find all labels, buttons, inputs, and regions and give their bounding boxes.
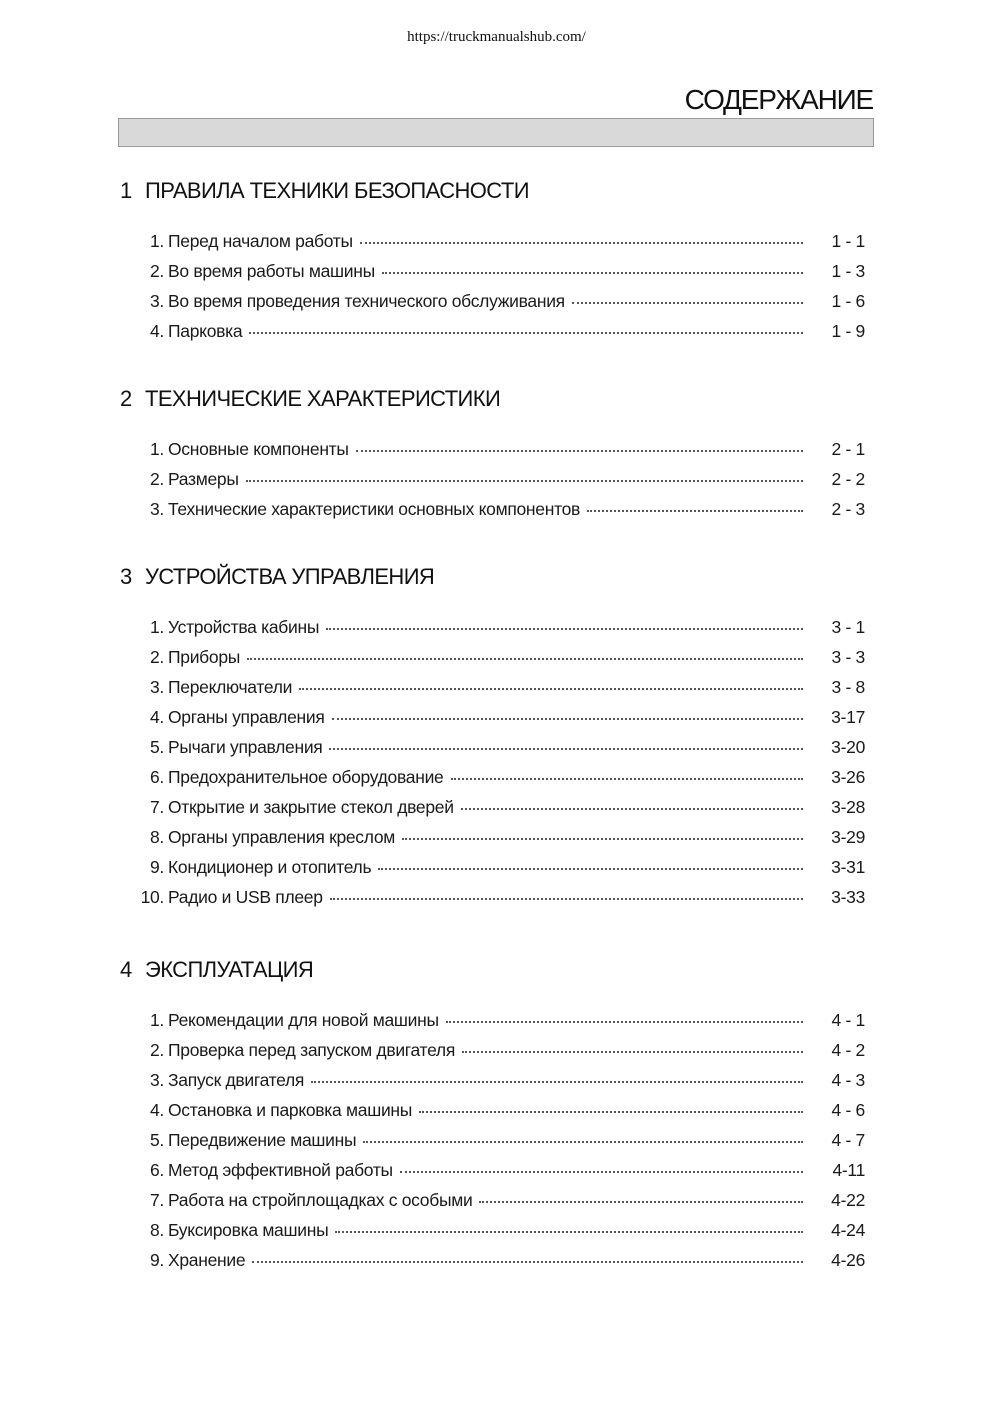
entry-number: 2. (150, 1039, 164, 1060)
toc-entry[interactable] (0, 464, 993, 494)
section-heading[interactable] (120, 178, 993, 210)
title-underline-bar (118, 118, 874, 147)
entry-page: 3 - 1 (831, 616, 865, 637)
entry-title: Рекомендации для новой машины (168, 1009, 439, 1030)
entry-number: 5. (150, 736, 164, 757)
toc-section (0, 386, 993, 524)
entry-title: Предохранительное оборудование (168, 766, 444, 787)
dot-leader (329, 748, 803, 750)
toc-entry[interactable] (0, 226, 993, 256)
section-heading[interactable] (120, 386, 993, 418)
entry-number: 6. (150, 766, 164, 787)
toc-entry[interactable] (0, 286, 993, 316)
dot-leader (332, 718, 803, 720)
dot-leader (402, 838, 803, 840)
dot-leader (451, 778, 804, 780)
dot-leader (461, 808, 803, 810)
section-title: УСТРОЙСТВА УПРАВЛЕНИЯ (145, 564, 435, 589)
entry-number: 8. (150, 826, 164, 847)
entry-title: Буксировка машины (168, 1219, 329, 1240)
entry-title: Рычаги управления (168, 736, 323, 757)
dot-leader (382, 272, 803, 274)
entry-page: 3-17 (831, 706, 865, 727)
entry-title: Парковка (168, 320, 243, 341)
toc-entry[interactable] (0, 1095, 993, 1125)
section-entries (0, 226, 993, 346)
entry-number: 8. (150, 1219, 164, 1240)
entry-page: 3 - 3 (831, 646, 865, 667)
entry-number: 4. (150, 320, 164, 341)
entry-title: Во время работы машины (168, 260, 375, 281)
toc-entry[interactable] (0, 1245, 993, 1275)
toc-entry[interactable] (0, 852, 993, 882)
toc-entry[interactable] (0, 434, 993, 464)
dot-leader (249, 332, 803, 334)
source-url[interactable]: https://truckmanualshub.com/ (407, 29, 586, 45)
entry-title: Работа на стройплощадках с особыми (168, 1189, 473, 1210)
toc-entry[interactable] (0, 316, 993, 346)
dot-leader (587, 510, 803, 512)
dot-leader (363, 1141, 803, 1143)
entry-page: 3 - 8 (831, 676, 865, 697)
entry-number: 3. (150, 676, 164, 697)
entry-number: 7. (150, 1189, 164, 1210)
dot-leader (356, 450, 803, 452)
toc-entry[interactable] (0, 1215, 993, 1245)
page-title: СОДЕРЖАНИЕ (684, 84, 873, 115)
toc-entry[interactable] (0, 1185, 993, 1215)
section-title: ЭКСПЛУАТАЦИЯ (145, 957, 314, 982)
dot-leader (330, 898, 803, 900)
entry-title: Основные компоненты (168, 438, 349, 459)
toc-entry[interactable] (0, 1005, 993, 1035)
entry-number: 3. (150, 1069, 164, 1090)
entry-page: 1 - 3 (831, 260, 865, 281)
entry-title: Хранение (168, 1249, 246, 1270)
entry-title: Кондиционер и отопитель (168, 856, 372, 877)
entry-page: 3-33 (831, 886, 865, 907)
entry-title: Устройства кабины (168, 616, 320, 637)
dot-leader (462, 1051, 803, 1053)
toc-section (0, 178, 993, 346)
toc-entry[interactable] (0, 792, 993, 822)
entry-number: 1. (150, 230, 164, 251)
dot-leader (360, 242, 803, 244)
entry-number: 2. (150, 260, 164, 281)
section-title: ПРАВИЛА ТЕХНИКИ БЕЗОПАСНОСТИ (145, 178, 529, 203)
dot-leader (400, 1171, 803, 1173)
entry-page: 2 - 3 (831, 498, 865, 519)
entry-title: Органы управления креслом (168, 826, 396, 847)
section-entries (0, 612, 993, 912)
toc-entry[interactable] (0, 822, 993, 852)
entry-number: 9. (150, 856, 164, 877)
section-entries (0, 434, 993, 524)
entry-page: 4-24 (831, 1219, 865, 1240)
dot-leader (311, 1081, 803, 1083)
toc-section (0, 957, 993, 1275)
entry-page: 4 - 3 (831, 1069, 865, 1090)
entry-page: 4-22 (831, 1189, 865, 1210)
entry-number: 3. (150, 290, 164, 311)
table-of-contents (0, 178, 993, 1275)
dot-leader (252, 1261, 803, 1263)
toc-entry[interactable] (0, 494, 993, 524)
toc-entry[interactable] (0, 732, 993, 762)
section-heading[interactable] (120, 957, 993, 989)
toc-section (0, 564, 993, 912)
toc-entry[interactable] (0, 642, 993, 672)
toc-entry[interactable] (0, 1155, 993, 1185)
toc-entry[interactable] (0, 702, 993, 732)
entry-number: 4. (150, 1099, 164, 1120)
entry-page: 2 - 1 (831, 438, 865, 459)
section-number: 1 (120, 178, 132, 203)
dot-leader (326, 628, 803, 630)
entry-number: 3. (150, 498, 164, 519)
entry-page: 2 - 2 (831, 468, 865, 489)
section-number: 4 (120, 957, 132, 982)
entry-page: 1 - 9 (831, 320, 865, 341)
toc-entry[interactable] (0, 1125, 993, 1155)
dot-leader (246, 480, 803, 482)
toc-entry[interactable] (0, 672, 993, 702)
entry-page: 3-31 (831, 856, 865, 877)
entry-page: 4 - 7 (831, 1129, 865, 1150)
toc-entry[interactable] (0, 1065, 993, 1095)
entry-page: 4-26 (831, 1249, 865, 1270)
entry-title: Радио и USB плеер (168, 886, 323, 907)
entry-number: 2. (150, 468, 164, 489)
dot-leader (572, 302, 803, 304)
entry-title: Проверка перед запуском двигателя (168, 1039, 456, 1060)
entry-title: Переключатели (168, 676, 293, 697)
entry-title: Остановка и парковка машины (168, 1099, 413, 1120)
entry-title: Открытие и закрытие стекол дверей (168, 796, 454, 817)
toc-entry[interactable] (0, 256, 993, 286)
entry-number: 1. (150, 1009, 164, 1030)
entry-page: 4-11 (832, 1159, 865, 1180)
entry-title: Во время проведения технического обслуживания (168, 290, 565, 311)
section-heading[interactable] (120, 564, 993, 596)
entry-title: Метод эффективной работы (168, 1159, 393, 1180)
entry-number: 1. (150, 438, 164, 459)
entry-title: Перед началом работы (168, 230, 353, 251)
entry-page: 1 - 6 (831, 290, 865, 311)
entry-page: 4 - 2 (831, 1039, 865, 1060)
entry-number: 5. (150, 1129, 164, 1150)
entry-title: Органы управления (168, 706, 325, 727)
section-number: 2 (120, 386, 132, 411)
dot-leader (419, 1111, 803, 1113)
dot-leader (378, 868, 803, 870)
dot-leader (446, 1021, 803, 1023)
dot-leader (479, 1201, 803, 1203)
entry-title: Передвижение машины (168, 1129, 357, 1150)
section-entries (0, 1005, 993, 1275)
entry-title: Запуск двигателя (168, 1069, 305, 1090)
dot-leader (335, 1231, 803, 1233)
entry-number: 4. (150, 706, 164, 727)
toc-entry[interactable] (0, 882, 993, 912)
dot-leader (247, 658, 803, 660)
entry-number: 10. (140, 886, 164, 907)
entry-page: 3-28 (831, 796, 865, 817)
entry-page: 3-20 (831, 736, 865, 757)
entry-page: 3-29 (831, 826, 865, 847)
toc-entry[interactable] (0, 1035, 993, 1065)
toc-entry[interactable] (0, 612, 993, 642)
entry-page: 4 - 1 (831, 1009, 865, 1030)
dot-leader (299, 688, 803, 690)
entry-title: Технические характеристики основных компонентов (168, 498, 581, 519)
section-number: 3 (120, 564, 132, 589)
section-title: ТЕХНИЧЕСКИЕ ХАРАКТЕРИСТИКИ (145, 386, 501, 411)
entry-number: 1. (150, 616, 164, 637)
entry-title: Размеры (168, 468, 239, 489)
entry-title: Приборы (168, 646, 241, 667)
entry-page: 1 - 1 (831, 230, 865, 251)
entry-number: 2. (150, 646, 164, 667)
toc-entry[interactable] (0, 762, 993, 792)
entry-number: 9. (150, 1249, 164, 1270)
entry-page: 4 - 6 (831, 1099, 865, 1120)
entry-number: 7. (150, 796, 164, 817)
entry-page: 3-26 (831, 766, 865, 787)
entry-number: 6. (150, 1159, 164, 1180)
